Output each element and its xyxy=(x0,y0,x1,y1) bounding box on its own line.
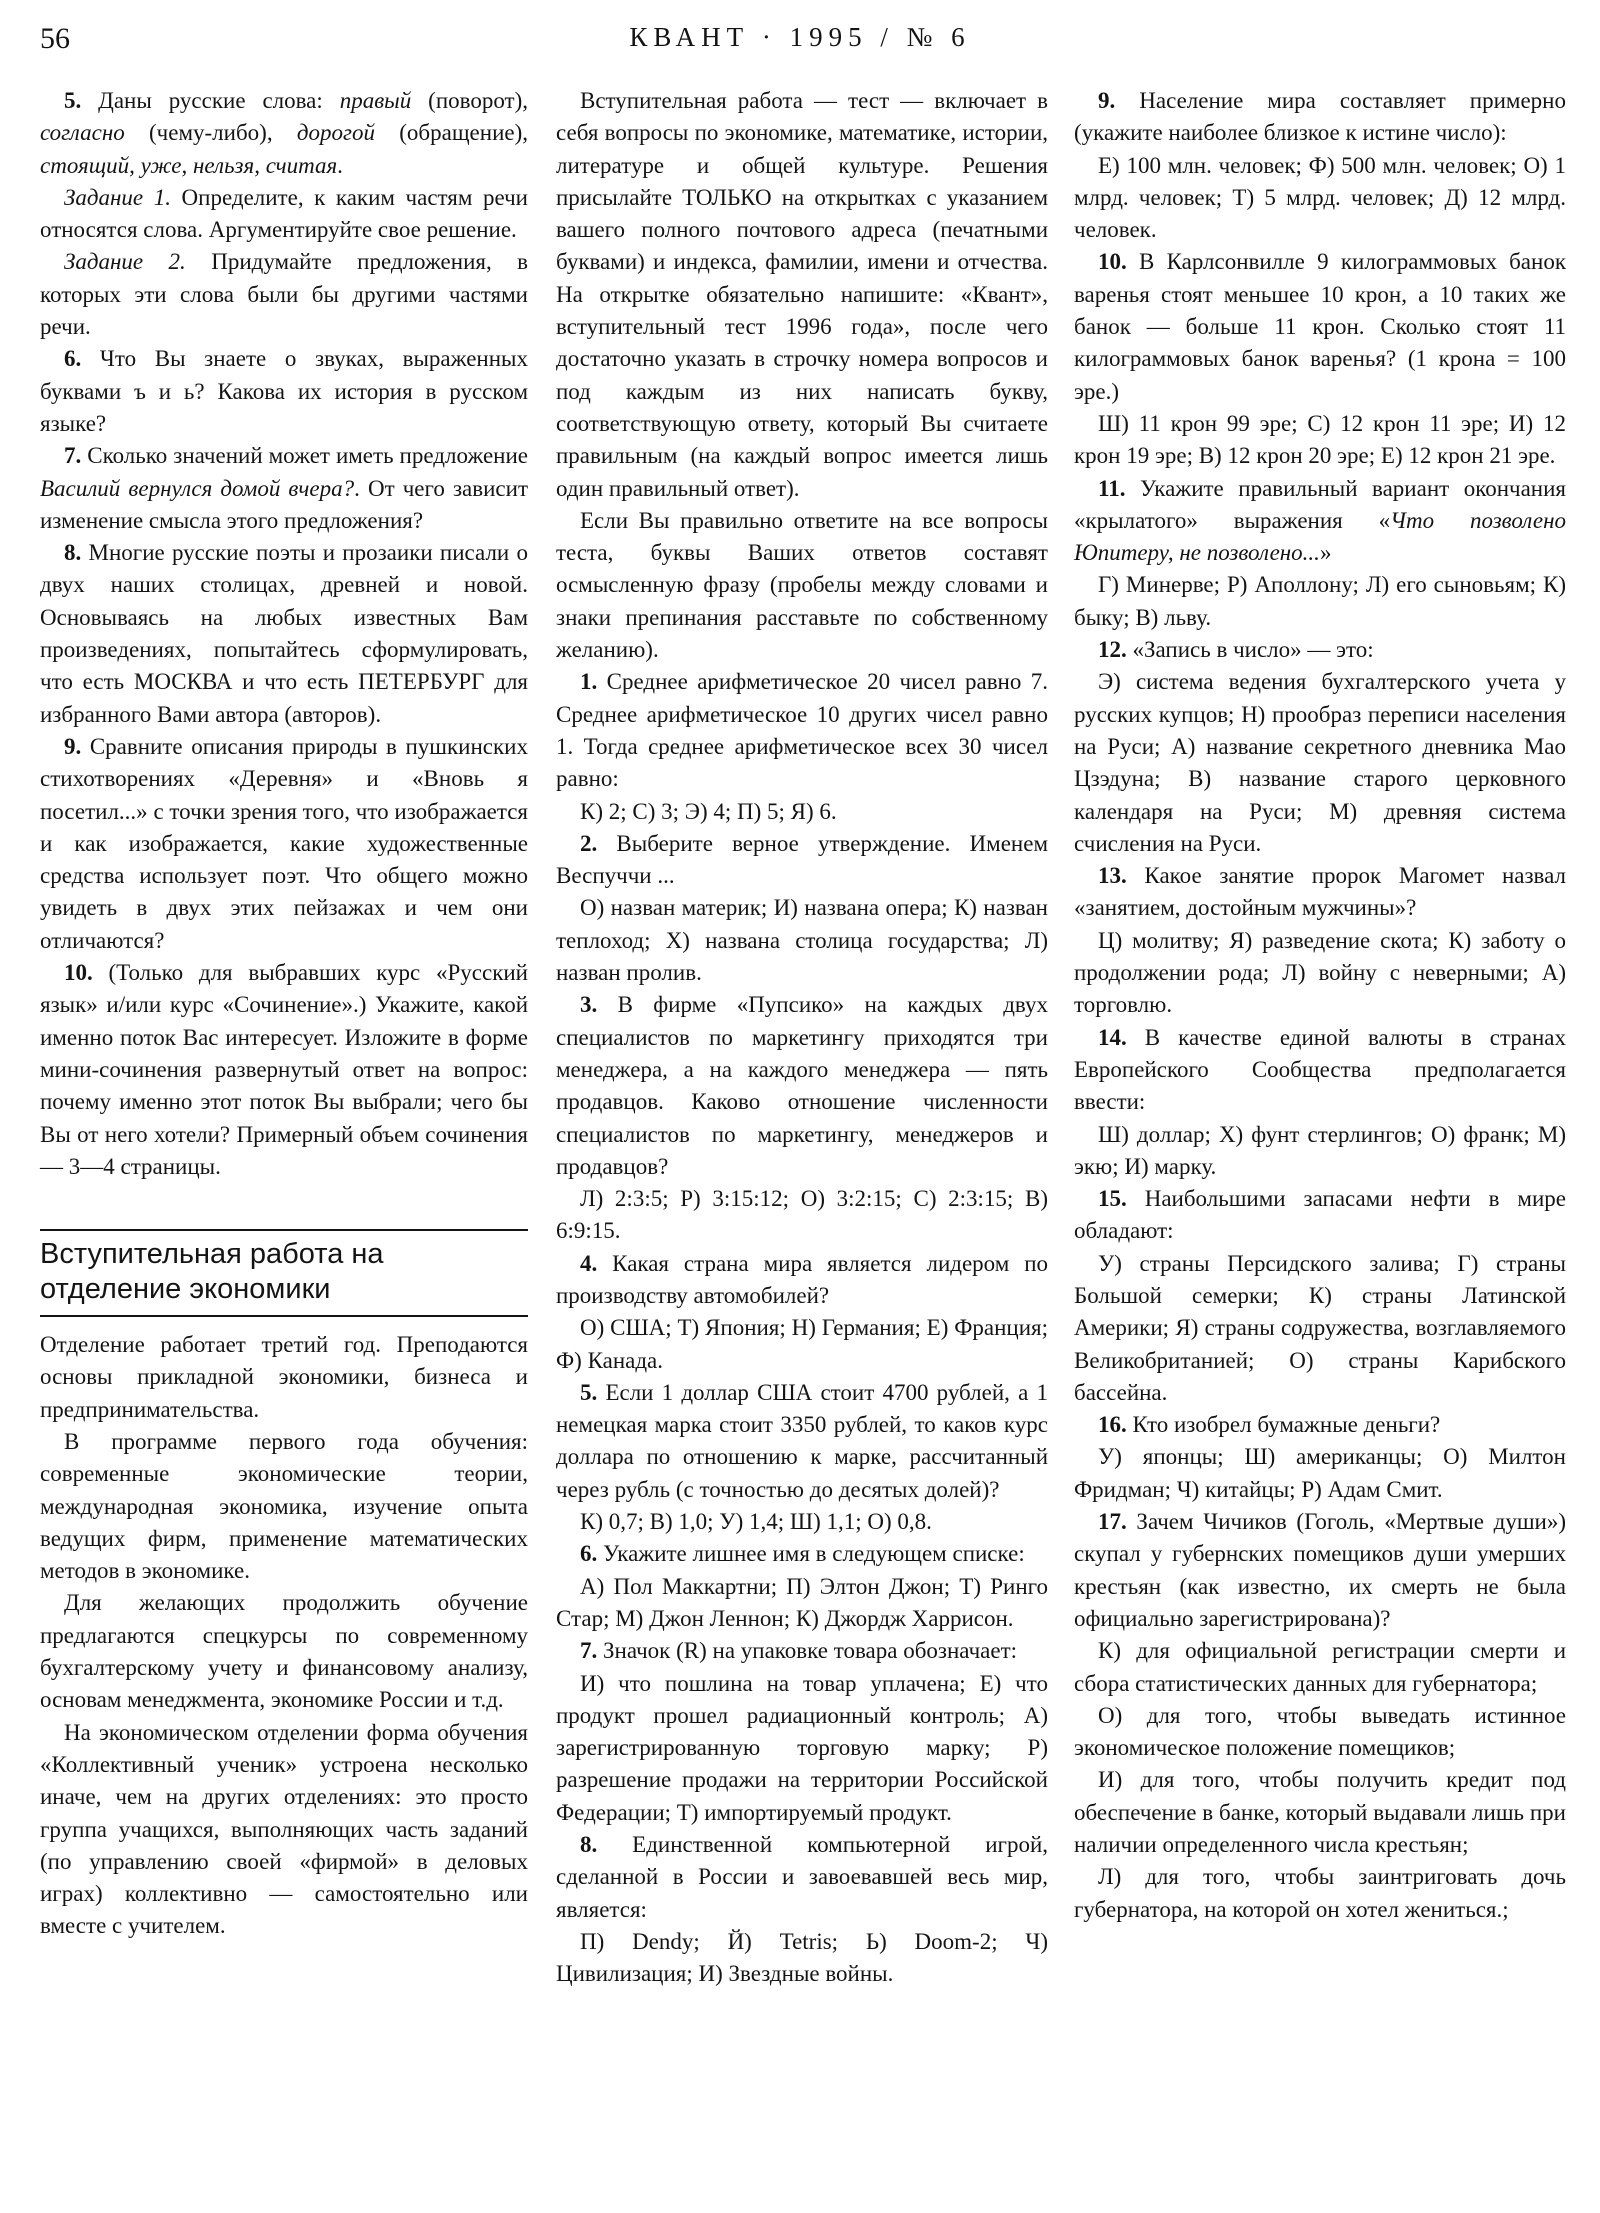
task-2: Задание 2. Придумайте предложения, в которых эти слова были бы другими частями речи. xyxy=(40,249,528,340)
answer-options-9: Е) 100 млн. человек; Ф) 500 млн. человек; О) 1 млрд. человек; Т) 5 млрд. человек; Д) 12 млрд. человек. xyxy=(1074,152,1566,243)
section-title: Вступительная работа на отделение экономики xyxy=(40,1238,384,1306)
test-question-14: 14. В качестве единой валюты в странах Европейского Сообщества предполагается ввести: xyxy=(1074,1024,1566,1115)
page-header xyxy=(0,22,1600,72)
answer-option-17-i: И) для того, чтобы получить кредит под обеспечение в банке, который выдавали лишь при наличии определенного числа крестьян; xyxy=(1074,1767,1566,1858)
question-10: 10. (Только для выбравших курс «Русский язык» и/или курс «Сочинение».) Укажите, какой именно поток Вас интересует. Изложите в форме мини-сочинения развернутый ответ на вопрос: почему именно этот поток Вы выбрали; чего бы Вы от него хотели? Примерный объем сочинения — 3—4 страницы. xyxy=(40,960,528,1179)
running-title: КВАНТ · 1995 / № 6 xyxy=(629,22,971,52)
section-paragraph: На экономическом отделении форма обучения «Коллективный ученик» устроена несколько иначе, чем на других отделениях: это просто группа учащихся, выполняющих часть заданий (по управлению своей «фирмой» в деловых играх) коллективно — самостоятельно или вместе с учителем. xyxy=(40,1719,528,1939)
answer-options-4: О) США; Т) Япония; Н) Германия; Е) Франция; Ф) Канада. xyxy=(556,1315,1048,1373)
intro-paragraph: Если Вы правильно ответите на все вопросы теста, буквы Ваших ответов составят осмысленную фразу (пробелы между словами и знаки препинания расставьте по собственному желанию). xyxy=(556,507,1048,663)
test-question-16: 16. Кто изобрел бумажные деньги? xyxy=(1098,1412,1441,1438)
test-question-2: 2. Выберите верное утверждение. Именем Веспуччи ... xyxy=(556,830,1048,889)
column-left xyxy=(40,85,528,1943)
test-question-11: 11. Укажите правильный вариант окончания «крылатого» выражения «Что позволено Юпитеру, не позволено...» xyxy=(1074,475,1566,566)
section-header xyxy=(40,1229,528,1317)
test-question-9: 9. Население мира составляет примерно (укажите наиболее близкое к истине число): xyxy=(1074,88,1566,146)
answer-options-8: П) Dendy; Й) Tetris; Ь) Doom-2; Ч) Цивилизация; И) Звездные войны. xyxy=(556,1928,1048,1987)
question-7: 7. Сколько значений может иметь предложение Василий вернулся домой вчера?. От чего зависит изменение смысла этого предложения? xyxy=(40,443,528,533)
page-number: 56 xyxy=(40,22,70,55)
test-question-4: 4. Какая страна мира является лидером по производству автомобилей? xyxy=(556,1250,1048,1308)
question-9: 9. Сравните описания природы в пушкинских стихотворениях «Деревня» и «Вновь я посетил...» с точки зрения того, что изображается и как изображается, какие художественные средства использует поэт. Что общего можно увидеть в двух этих пейзажах и чем они отличаются? xyxy=(40,733,528,953)
test-question-13: 13. Какое занятие пророк Магомет назвал «занятием, достойным мужчины»? xyxy=(1074,863,1566,921)
question-8: 8. Многие русские поэты и прозаики писали о двух наших столицах, древней и новой. Основываясь на любых известных Вам произведениях, попытайтесь сформулировать, что есть МОСКВА и что есть ПЕТЕРБУРГ для избранного Вами автора (авторов). xyxy=(40,540,528,727)
question-6: 6. Что Вы знаете о звуках, выраженных буквами ъ и ь? Какова их история в русском языке? xyxy=(40,346,528,436)
test-question-17: 17. Зачем Чичиков (Гоголь, «Мертвые души») скупал у губернских помещиков души умерших крестьян (как известно, их смерть не была официально зарегистрирована)? xyxy=(1074,1509,1566,1631)
answer-options-13: Ц) молитву; Я) разведение скота; К) заботу о продолжении рода; Л) войну с неверными; А) торговлю. xyxy=(1074,927,1566,1018)
task-1: Задание 1. Определите, к каким частям речи относятся слова. Аргументируйте свое решение. xyxy=(40,184,528,243)
test-question-8: 8. Единственной компьютерной игрой, сделанной в России и завоевавшей весь мир, является: xyxy=(556,1832,1048,1922)
answer-option-17-k: К) для официальной регистрации смерти и сбора статистических данных для губернатора; xyxy=(1074,1638,1566,1696)
column-middle xyxy=(556,85,1048,1991)
answer-options-6: А) Пол Маккартни; П) Элтон Джон; Т) Ринго Стар; М) Джон Леннон; К) Джордж Харрисон. xyxy=(556,1573,1048,1631)
column-right xyxy=(1074,85,1566,1926)
test-question-5: 5. Если 1 доллар США стоит 4700 рублей, а 1 немецкая марка стоит 3350 рублей, то каков курс доллара по отношению к марке, рассчитанный через рубль (с точностью до десятых долей)? xyxy=(556,1379,1048,1502)
answer-options-5: К) 0,7; В) 1,0; У) 1,4; Ш) 1,1; О) 0,8. xyxy=(580,1509,932,1535)
section-paragraph: В программе первого года обучения: современные экономические теории, международная экономика, изучение опыта ведущих фирм, применение математических методов в экономике. xyxy=(40,1428,528,1584)
test-question-15: 15. Наибольшими запасами нефти в мире обладают: xyxy=(1074,1186,1566,1244)
test-question-3: 3. В фирме «Пупсико» на каждых двух специалистов по маркетингу приходятся три менеджера, а на каждого менеджера — пять продавцов. Каково отношение численности специалистов по маркетингу, менеджеров и продавцов? xyxy=(556,992,1048,1179)
test-question-7: 7. Значок (R) на упаковке товара обозначает: xyxy=(580,1638,1018,1664)
answer-option-17-l: Л) для того, чтобы заинтриговать дочь губернатора, на которой он хотел жениться.; xyxy=(1074,1864,1566,1922)
answer-options-16: У) японцы; Ш) американцы; О) Милтон Фридман; Ч) китайцы; Р) Адам Смит. xyxy=(1074,1444,1566,1502)
answer-option-17-o: О) для того, чтобы выведать истинное экономическое положение помещиков; xyxy=(1074,1702,1566,1761)
answer-options-14: Ш) доллар; Х) фунт стерлингов; О) франк; М) экю; И) марку. xyxy=(1074,1121,1566,1179)
test-question-6: 6. Укажите лишнее имя в следующем списке: xyxy=(580,1541,1025,1567)
answer-options-15: У) страны Персидского залива; Г) страны Большой семерки; К) страны Латинской Америки; Я) страны содружества, возглавляемого Великобританией; О) страны Карибского бассейна. xyxy=(1074,1250,1566,1405)
section-paragraph: Отделение работает третий год. Преподаются основы прикладной экономики, бизнеса и предпринимательства. xyxy=(40,1332,528,1422)
test-question-10: 10. В Карлсонвилле 9 килограммовых банок варенья стоят меньшее 10 крон, а 10 таких же банок — больше 11 крон. Сколько стоят 11 килограммовых банок варенья? (1 крона = 100 эре.) xyxy=(1074,249,1566,404)
answer-options-3: Л) 2:3:5; Р) 3:15:12; О) 3:2:15; С) 2:3:15; В) 6:9:15. xyxy=(556,1186,1048,1244)
answer-options-11: Г) Минерве; Р) Аполлону; Л) его сыновьям; К) быку; В) льву. xyxy=(1074,572,1566,630)
section-paragraph: Для желающих продолжить обучение предлагаются спецкурсы по современному бухгалтерскому учету и финансовому анализу, основам менеджмента, экономике России и т.д. xyxy=(40,1590,528,1713)
question-5: 5. Даны русские слова: правый (поворот), согласно (чему-либо), дорогой (обращение), стоящий, уже, нельзя, считая. xyxy=(40,88,529,178)
answer-options-1: К) 2; С) 3; Э) 4; П) 5; Я) 6. xyxy=(580,798,837,824)
intro-paragraph: Вступительная работа — тест — включает в себя вопросы по экономике, математике, истории, литературе и общей культуре. Решения присылайте ТОЛЬКО на открытках с указанием вашего полного почтового адреса (печатными буквами) и индекса, фамилии, имени и отчества. На открытке обязательно напишите: «Квант», вступительный тест 1996 года», после чего достаточно указать в строчку номера вопросов и под каждым из них написать букву, соответствующую ответу, который Вы считаете правильным (на каждый вопрос имеется лишь один правильный ответ). xyxy=(556,88,1048,501)
test-question-1: 1. Среднее арифметическое 20 чисел равно 7. Среднее арифметическое 10 других чисел равно 1. Тогда среднее арифметическое всех 30 чисел равно: xyxy=(556,669,1048,792)
answer-options-10: Ш) 11 крон 99 эре; С) 12 крон 11 эре; И) 12 крон 19 эре; В) 12 крон 20 эре; Е) 12 крон 21 эре. xyxy=(1074,410,1566,469)
test-question-12: 12. «Запись в число» — это: xyxy=(1098,637,1374,663)
answer-options-2: О) назван материк; И) названа опера; К) назван теплоход; Х) названа столица государства; Л) назван пролив. xyxy=(556,895,1048,986)
answer-options-12: Э) система ведения бухгалтерского учета у русских купцов; Н) прообраз переписи населения на Руси; А) название секретного дневника Мао Цзэдуна; В) название старого церковного календаря на Руси; М) древняя система счисления на Руси. xyxy=(1074,669,1566,856)
answer-options-7: И) что пошлина на товар уплачена; Е) что продукт прошел радиационный контроль; А) зарегистрированную торговую марку; Р) разрешение продажи на территории Российской Федерации; Т) импортируемый продукт. xyxy=(556,1670,1048,1825)
